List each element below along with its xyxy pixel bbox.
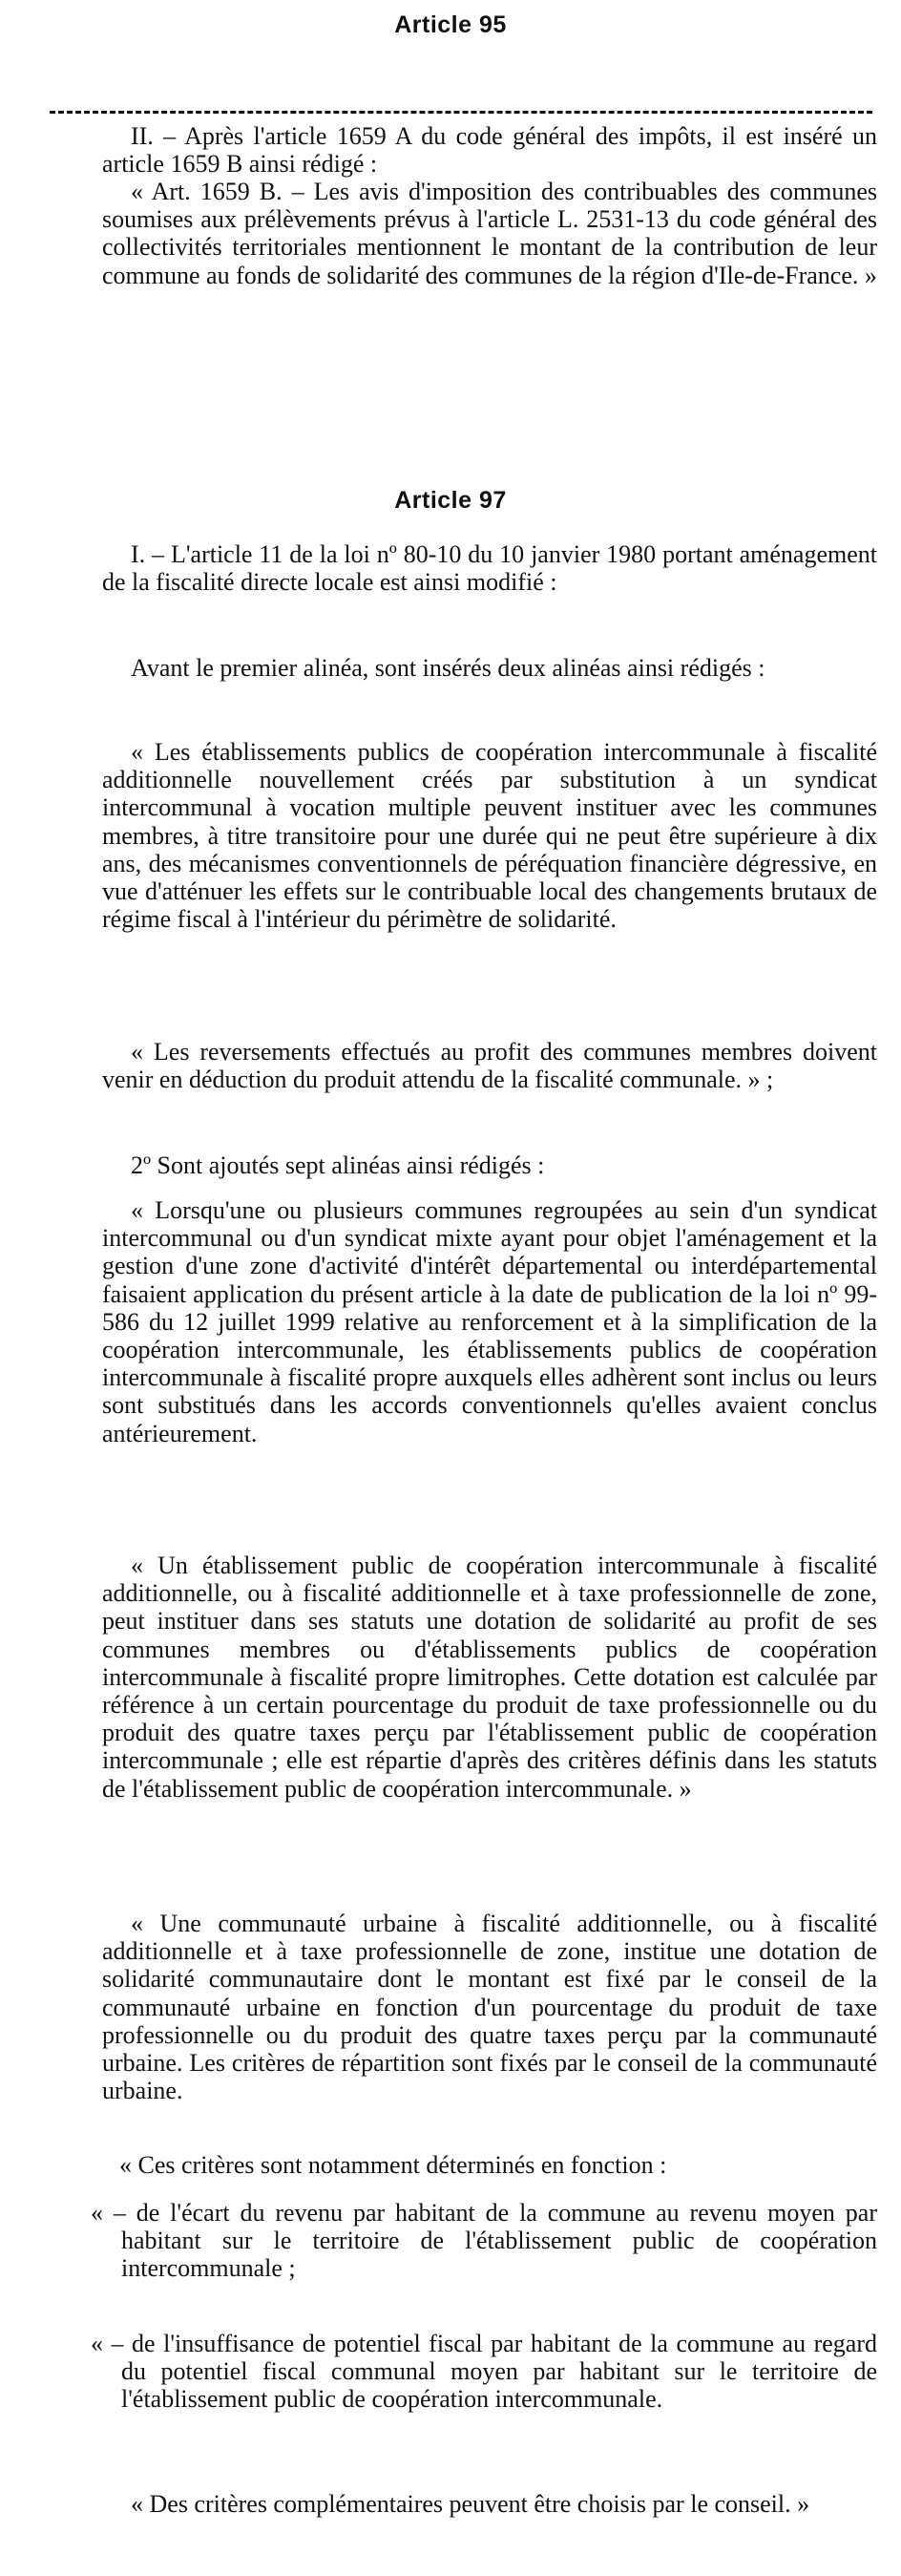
article-97-paragraph-6: « Lorsqu'une ou plusieurs communes regroupées au sein d'un syndicat intercommunal ou d'un syndicat mixte ayant pour objet l'aménagement et la gestion d'une zone d'activité d'intérêt départemental ou interdépartemental faisaient application du présent article à la date de publication de la loi nº 99-586 du 12 juillet 1999 relative au renforcement et à la simplification de la coopération intercommunale, les établissements publics de coopération intercommunale à fiscalité propre auxquels elles adhèrent sont inclus ou leurs sont substitués dans les accords conventionnels qu'elles avaient conclus antérieurement. — [102, 1196, 877, 1447]
article-97-paragraph-1: I. – L'article 11 de la loi nº 80-10 du 10 janvier 1980 portant aménagement de la fiscalité directe locale est ainsi modifié : — [102, 540, 877, 597]
article-97-paragraph-3: « Les établissements publics de coopération intercommunale à fiscalité additionnelle nouvellement créés par substitution à un syndicat intercommunal à vocation multiple peuvent instituer avec les communes membres, à titre transitoire pour une durée qui ne peut être supérieure à dix ans, des mécanismes conventionnels de péréquation financière dégressive, en vue d'atténuer les effets sur le contribuable local des changements brutaux de régime fiscal à l'intérieur du périmètre de solidarité. — [102, 738, 877, 934]
article-97-paragraph-12: « Des critères complémentaires peuvent être choisis par le conseil. » — [131, 2490, 810, 2518]
article-95-paragraph-1: II. – Après l'article 1659 A du code général des impôts, il est inséré un article 1659 B ainsi rédigé : — [102, 122, 877, 179]
dashed-rule — [50, 111, 872, 114]
article-97-paragraph-5: 2º Sont ajoutés sept alinéas ainsi rédigés : — [131, 1151, 545, 1179]
article-97-paragraph-7: « Un établissement public de coopération intercommunale à fiscalité additionnelle, ou à fiscalité additionnelle et à taxe professionnelle de zone, peut instituer dans ses statuts une dotation de solidarité au profit de ses communes membres ou d'établissements publics de coopération intercommunale à fiscalité propre limitrophes. Cette dotation est calculée par référence à un certain pourcentage du produit de taxe professionnelle ou du produit des quatre taxes perçu par l'établissement public de coopération intercommunale ; elle est répartie d'après des critères définis dans les statuts de l'établissement public de coopération intercommunale. » — [102, 1552, 877, 1803]
article-97-paragraph-2: Avant le premier alinéa, sont insérés deux alinéas ainsi rédigés : — [131, 654, 765, 682]
article-97-paragraph-9: « Ces critères sont notamment déterminés en fonction : — [119, 2151, 667, 2179]
article-97-paragraph-4: « Les reversements effectués au profit des communes membres doivent venir en déduction du produit attendu de la fiscalité communale. » ; — [102, 1038, 877, 1094]
article-95-heading: Article 95 — [394, 11, 507, 38]
article-97-bullet-2: « – de l'insuffisance de potentiel fiscal par habitant de la commune au regard du potentiel fiscal communal moyen par habitant sur le territoire de l'établissement public de coopération intercommunale. — [91, 2330, 877, 2414]
article-97-heading: Article 97 — [394, 487, 507, 514]
article-95-paragraph-2: « Art. 1659 B. – Les avis d'imposition des contribuables des communes soumises aux prélèvements prévus à l'article L. 2531-13 du code général des collectivités territoriales mentionnent le montant de la contribution de leur commune au fonds de solidarité des communes de la région d'Ile-de-France. » — [102, 178, 877, 289]
article-97-paragraph-8: « Une communauté urbaine à fiscalité additionnelle, ou à fiscalité additionnelle et à taxe professionnelle de zone, institue une dotation de solidarité communautaire dont le montant est fixé par le conseil de la communauté urbaine en fonction d'un pourcentage du produit de taxe professionnelle ou du produit des quatre taxes perçu par la communauté urbaine. Les critères de répartition sont fixés par le conseil de la communauté urbaine. — [102, 1910, 877, 2105]
article-97-bullet-1: « – de l'écart du revenu par habitant de la commune au revenu moyen par habitant sur le territoire de l'établissement public de coopération intercommunale ; — [91, 2199, 877, 2283]
